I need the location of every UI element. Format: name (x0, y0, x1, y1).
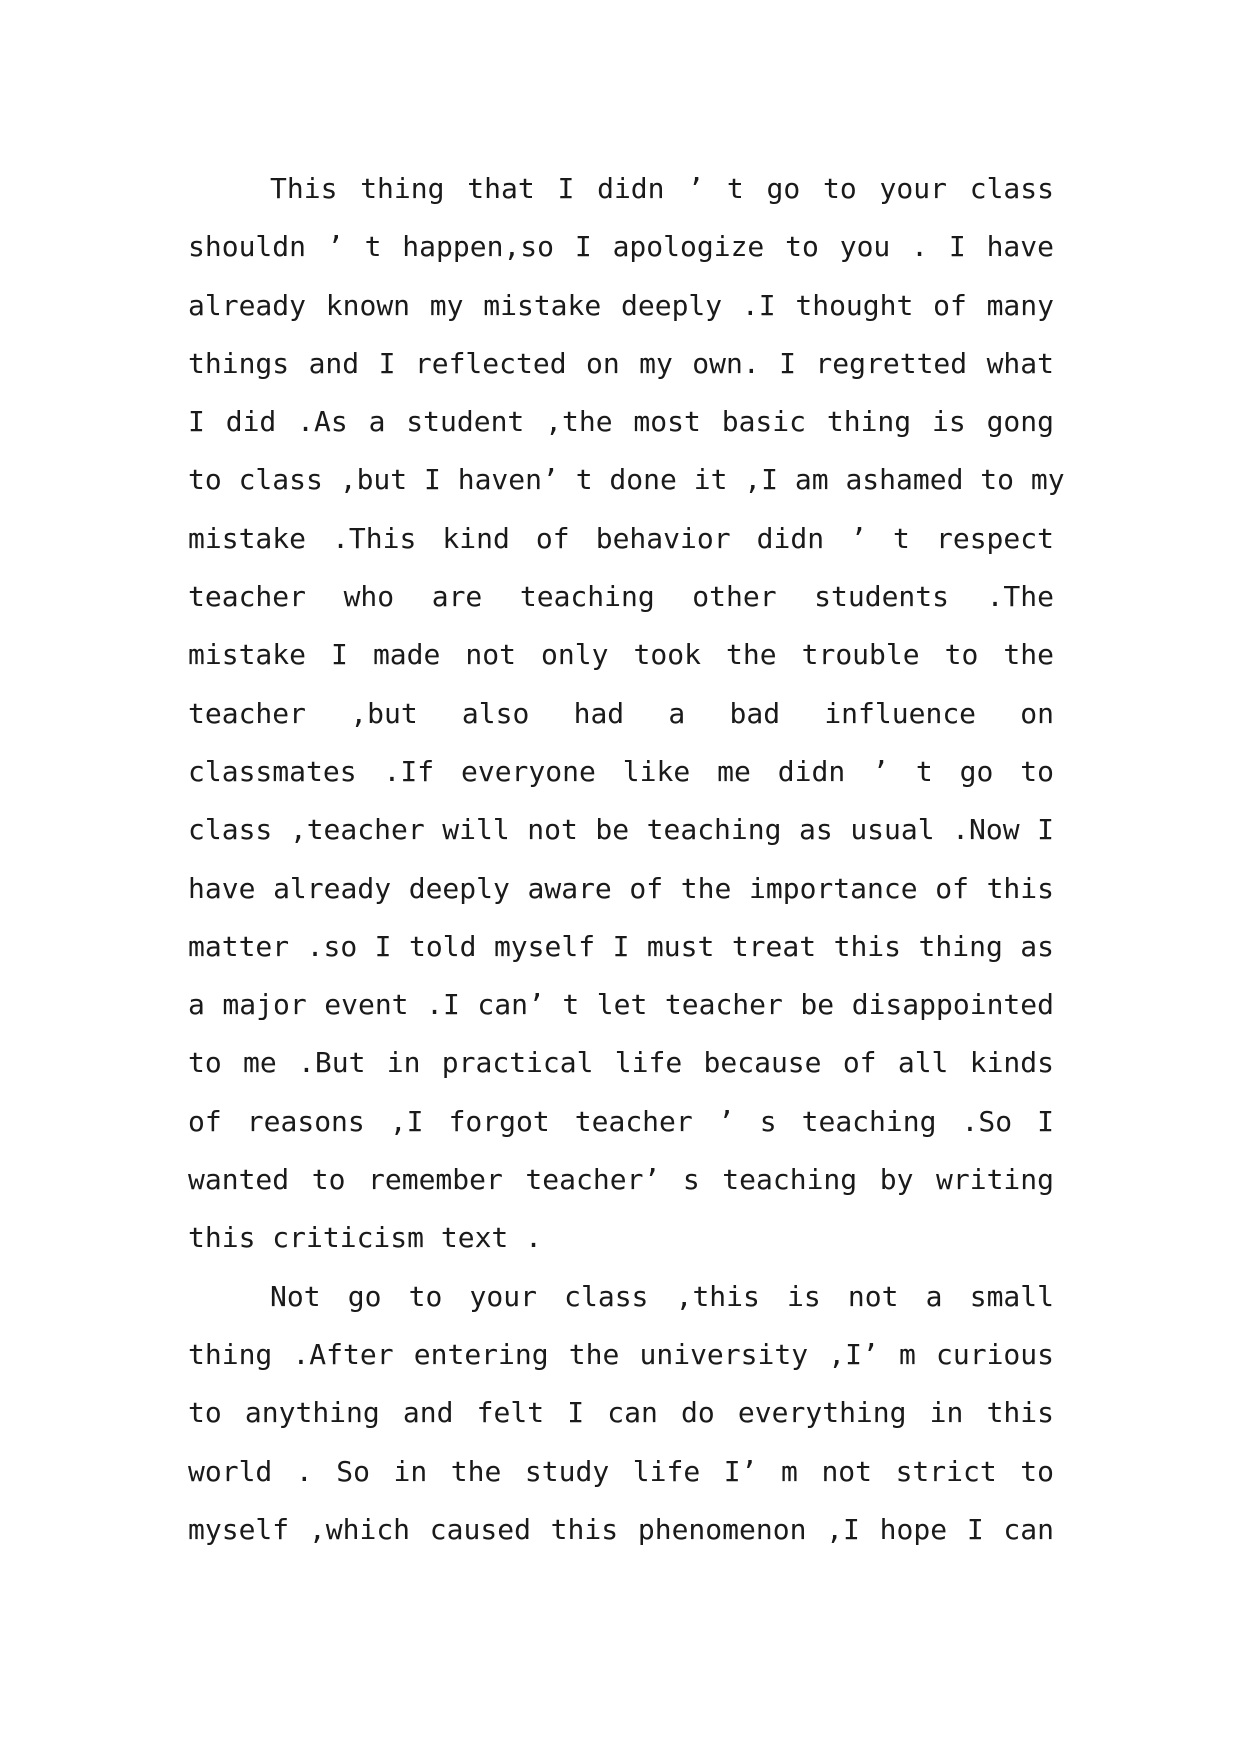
paragraph-1-line: of reasons ,I forgot teacher ’ s teaching .So I (188, 1104, 1054, 1138)
paragraph-1-line: mistake .This kind of behavior didn ’ t respect (188, 521, 1054, 555)
paragraph-1-line: classmates .If everyone like me didn ’ t go to (188, 754, 1054, 788)
paragraph-1-line: to me .But in practical life because of all kinds (188, 1046, 1054, 1080)
paragraph-1-line: This thing that I didn ’ t go to your class (270, 172, 1054, 205)
paragraph-1-line: things and I reflected on my own. I regretted what (188, 346, 1054, 380)
paragraph-1-line: teacher who are teaching other students .The (188, 580, 1054, 614)
paragraph-1-line: to class ,but I haven’ t done it ,I am ashamed to my (188, 463, 1065, 497)
paragraph-1-line: class ,teacher will not be teaching as usual .Now I (188, 813, 1054, 847)
paragraph-1-line: already known my mistake deeply .I thought of many (188, 288, 1054, 322)
paragraph-2-line: world . So in the study life I’ m not strict to (188, 1454, 1054, 1488)
paragraph-2-line: myself ,which caused this phenomenon ,I hope I can (188, 1512, 1054, 1546)
paragraph-1-line: mistake I made not only took the trouble to the (188, 638, 1054, 672)
document-body (188, 160, 1065, 1559)
paragraph-2-line: to anything and felt I can do everything in this (188, 1396, 1054, 1430)
paragraph-1-line: teacher ,but also had a bad influence on (188, 696, 1054, 730)
paragraph-2-line: Not go to your class ,this is not a small (270, 1279, 1054, 1313)
paragraph-1-line: I did .As a student ,the most basic thing is gong (188, 405, 1054, 439)
paragraph-1-line: matter .so I told myself I must treat this thing as (188, 929, 1054, 963)
paragraph-1-line: wanted to remember teacher’ s teaching by writing (188, 1163, 1054, 1197)
paragraph-1-line: shouldn ’ t happen,so I apologize to you . I have (188, 230, 1054, 264)
paragraph-1-line: a major event .I can’ t let teacher be disappointed (188, 988, 1054, 1022)
paragraph-1-line: have already deeply aware of the importance of this (188, 871, 1054, 905)
paragraph-2-line: thing .After entering the university ,I’ m curious (188, 1337, 1054, 1371)
paragraph-1-last-line: this criticism text . (188, 1221, 543, 1255)
